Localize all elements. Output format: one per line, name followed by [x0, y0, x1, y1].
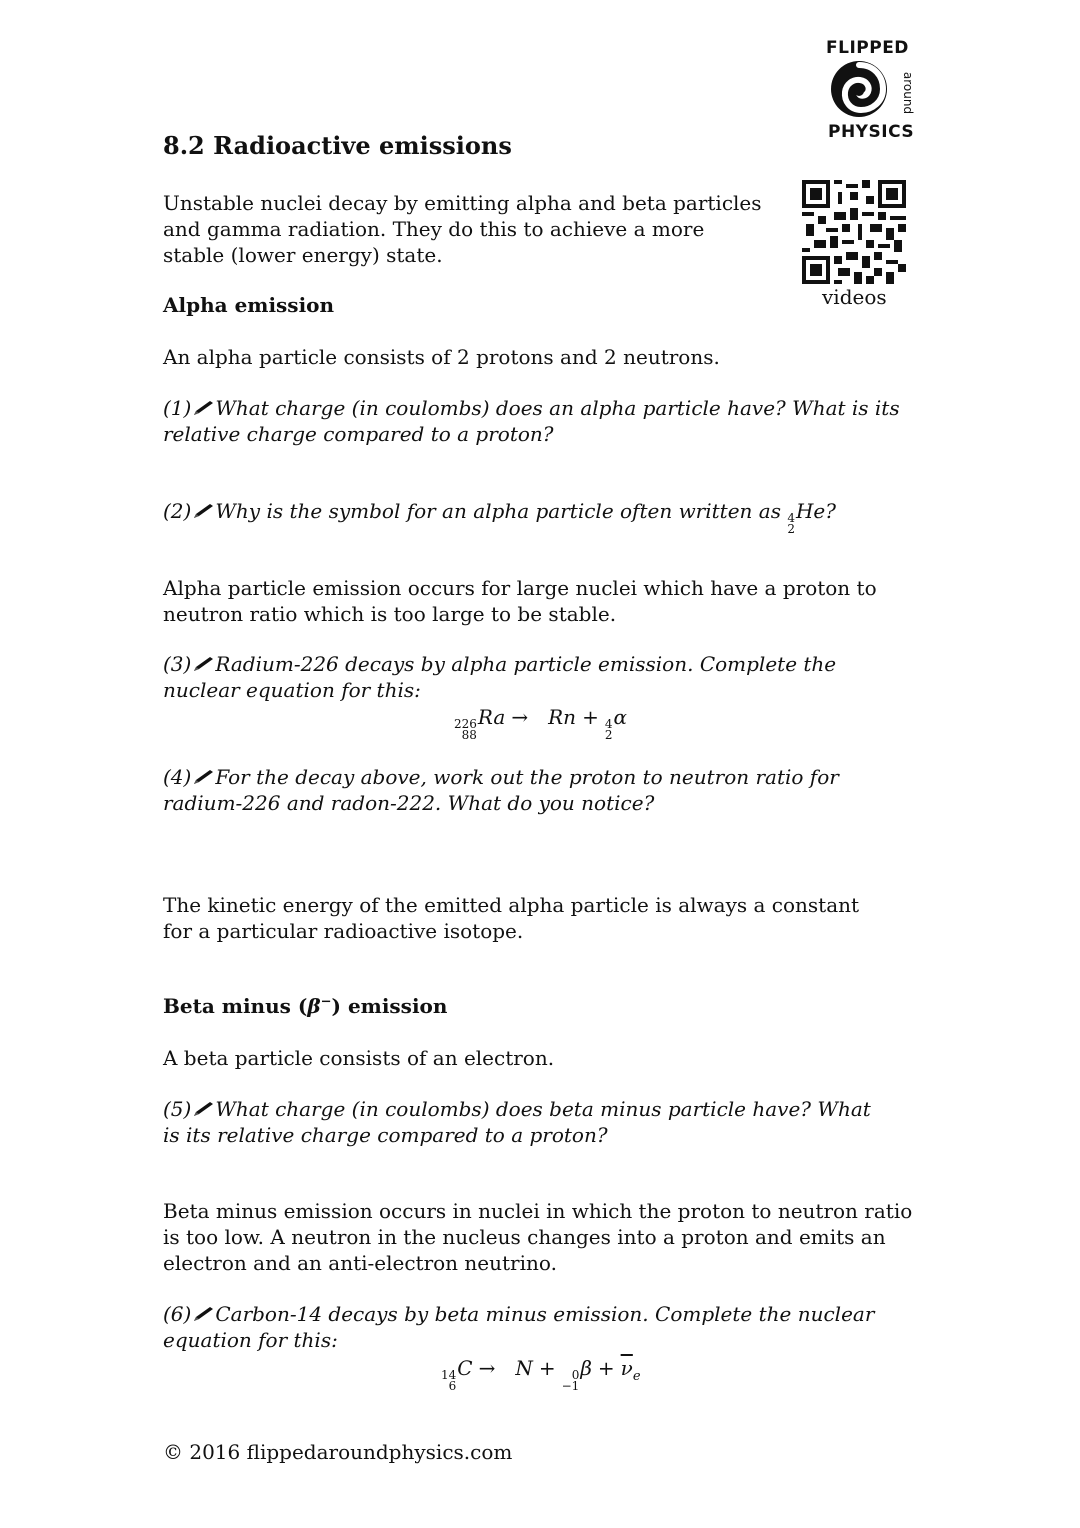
- beta-paragraph-1: A beta particle consists of an electron.: [163, 1046, 555, 1070]
- intro-paragraph: Unstable nuclei decay by emitting alpha and beta particles and gamma radiation. They do this to achieve a more stable (lower energy) state.: [163, 191, 762, 267]
- helium-symbol: He: [795, 499, 826, 523]
- qr-code-icon: [802, 180, 906, 284]
- question-text: What charge (in coulombs) does beta minus particle have? What is its relative charge compared to a proton?: [163, 1097, 871, 1147]
- pencil-icon: [192, 656, 214, 672]
- carbon-prefix: [441, 1370, 456, 1392]
- mass-number: 226: [454, 717, 477, 731]
- pencil-icon: [192, 769, 214, 785]
- question-end: ?: [825, 499, 836, 523]
- beta-symbol: β: [307, 994, 321, 1018]
- beta-prefix: [562, 1370, 580, 1392]
- logo-top-text: FLIPPED: [826, 38, 909, 58]
- question-3: [163, 651, 883, 703]
- radium-prefix: [454, 719, 477, 741]
- question-number: (3): [163, 652, 192, 676]
- question-1: [163, 395, 923, 447]
- neutrino-subscript: e: [632, 1369, 641, 1384]
- section-title: 8.2 Radioactive emissions: [163, 131, 512, 160]
- alpha-heading: Alpha emission: [163, 293, 335, 317]
- question-6: [163, 1301, 923, 1353]
- alpha-symbol: α: [613, 705, 627, 729]
- qr-caption: videos: [822, 285, 887, 309]
- radium-symbol: Ra: [477, 705, 506, 729]
- atomic-number: 2: [604, 728, 613, 742]
- question-4: [163, 764, 923, 816]
- question-2: [163, 498, 923, 535]
- alpha-prefix: [605, 719, 613, 741]
- helium-nuclide-prefix: [787, 513, 795, 535]
- mass-number: 4: [604, 717, 613, 731]
- logo-side-text: around: [901, 71, 915, 115]
- copyright-footer: © 2016 flippedaroundphysics.com: [163, 1440, 513, 1464]
- radon-symbol: Rn: [548, 705, 577, 729]
- question-text: For the decay above, work out the proton to neutron ratio for radium-226 and radon-222. What do you notice?: [163, 765, 839, 815]
- atomic-number: 2: [787, 522, 795, 536]
- question-5: [163, 1096, 883, 1148]
- question-text: What charge (in coulombs) does an alpha particle have? What is its relative charge compared to a proton?: [163, 396, 900, 446]
- beta-decay-equation: [441, 1356, 641, 1392]
- question-number: (4): [163, 765, 192, 789]
- beta-heading: [163, 994, 447, 1018]
- mass-number: 4: [787, 511, 795, 525]
- beta-paragraph-2: Beta minus emission occurs in nuclei in which the proton to neutron ratio is too low. A neutron in the nucleus changes into a proton and emits an electron and an anti-electron neutrino.: [163, 1199, 913, 1275]
- carbon-symbol: C: [457, 1356, 473, 1380]
- reaction-arrow: →: [478, 1356, 496, 1380]
- reaction-arrow: →: [511, 705, 529, 729]
- minus-superscript: −: [320, 994, 332, 1010]
- question-text: Radium-226 decays by alpha particle emission. Complete the nuclear equation for this:: [163, 652, 837, 702]
- beta-heading-text: Beta minus (: [163, 994, 308, 1018]
- question-number: (6): [163, 1302, 192, 1326]
- flipped-around-physics-logo: [820, 38, 920, 144]
- question-text: Carbon-14 decays by beta minus emission. Complete the nuclear equation for this:: [163, 1302, 875, 1352]
- pencil-icon: [192, 400, 214, 416]
- logo-bottom-text: PHYSICS: [828, 122, 915, 142]
- nitrogen-symbol: N: [515, 1356, 533, 1380]
- beta-symbol: β: [580, 1356, 592, 1380]
- atomic-number: 88: [461, 728, 477, 742]
- spiral-icon: [828, 58, 890, 120]
- question-text: Why is the symbol for an alpha particle often written as: [215, 499, 788, 523]
- mass-number: 0: [571, 1368, 580, 1382]
- question-number: (2): [163, 499, 192, 523]
- neutrino-symbol: $\overline{\nu}$: [620, 1356, 633, 1380]
- plus-sign: +: [597, 1356, 615, 1380]
- question-number: (5): [163, 1097, 192, 1121]
- alpha-paragraph-3: The kinetic energy of the emitted alpha particle is always a constant for a particular radioactive isotope.: [163, 893, 860, 943]
- alpha-paragraph-1: An alpha particle consists of 2 protons and 2 neutrons.: [163, 345, 720, 369]
- atomic-number: 6: [448, 1379, 457, 1393]
- pencil-icon: [192, 503, 214, 519]
- pencil-icon: [192, 1101, 214, 1117]
- alpha-decay-equation: [454, 705, 627, 741]
- beta-heading-text: ) emission: [331, 994, 448, 1018]
- pencil-icon: [192, 1306, 214, 1322]
- plus-sign: +: [538, 1356, 556, 1380]
- plus-sign: +: [582, 705, 599, 729]
- qr-code[interactable]: [802, 180, 906, 284]
- question-number: (1): [163, 396, 192, 420]
- mass-number: 14: [441, 1368, 457, 1382]
- atomic-number: −1: [561, 1379, 580, 1393]
- alpha-paragraph-2: Alpha particle emission occurs for large nuclei which have a proton to neutron ratio which is too large to be stable.: [163, 576, 877, 626]
